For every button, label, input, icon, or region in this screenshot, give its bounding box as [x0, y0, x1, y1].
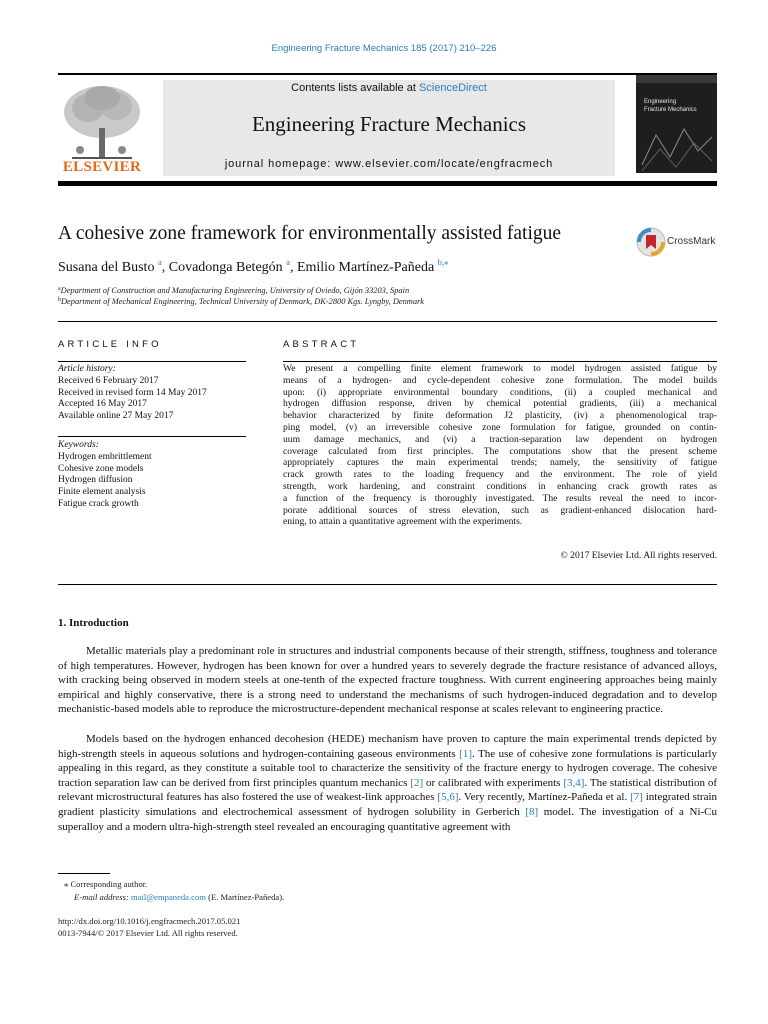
- abstract-divider: [58, 584, 717, 585]
- history-item: Available online 27 May 2017: [58, 411, 174, 422]
- doi-link[interactable]: http://dx.doi.org/10.1016/j.engfracmech.2017.05.021: [58, 916, 241, 926]
- affiliation-text: Department of Construction and Manufacturing Engineering, University of Oviedo, Gijón 33203, Spain: [60, 286, 410, 295]
- abstract-line: We present a compelling finite element framework to model hydrogen assisted fatigue by: [283, 363, 717, 374]
- email-note: [74, 892, 284, 902]
- article-history: [58, 364, 258, 423]
- paragraph-text: . Very recently, Martínez-Pañeda et al.: [458, 791, 631, 804]
- abstract-text: [283, 363, 717, 528]
- history-label: Article history:: [58, 364, 116, 374]
- paragraph-text: . The statistical distribution of relevant microstructural features has also fostered the use of weakest-link approaches: [58, 776, 717, 804]
- keywords-label: Keywords:: [58, 440, 99, 450]
- abstract-heading: ABSTRACT: [283, 339, 360, 350]
- abstract-line: coverage calculated from first principles. The computations show that the present scheme: [283, 445, 717, 457]
- keyword-item: Fatigue crack growth: [58, 498, 139, 509]
- tree-logo-icon: [58, 80, 146, 160]
- affiliation-a: [58, 286, 718, 295]
- author-email-link[interactable]: mail@empaneda.com: [130, 892, 206, 902]
- affiliation-mark[interactable]: a: [157, 257, 162, 267]
- intro-paragraph-2: [58, 732, 717, 834]
- article-info-rule: [58, 361, 246, 362]
- journal-cover-thumbnail[interactable]: [636, 75, 717, 173]
- citation-link[interactable]: [1]: [459, 747, 472, 760]
- masthead-thick-rule: [58, 181, 717, 186]
- affiliation-text: Department of Mechanical Engineering, Technical University of Denmark, DK-2800 Kgs. Lyngby, Denmark: [61, 297, 424, 306]
- sciencedirect-link[interactable]: ScienceDirect: [418, 82, 487, 94]
- affiliation-mark[interactable]: b,⁎: [437, 257, 449, 267]
- affiliation-letter: b: [58, 297, 61, 303]
- contents-line: [163, 82, 615, 94]
- masthead-rule: [58, 73, 717, 75]
- citation-link[interactable]: [8]: [525, 805, 539, 818]
- abstract-line: hydrogen diffusion response, driven by chemical potential gradients, (iii) a mechanical: [283, 398, 717, 410]
- abstract-line: ening, to attain a quantitative agreement with the experiments.: [283, 516, 523, 528]
- paragraph-text: integrated strain gradient plasticity simulations and electrochemical assessment of hydrogen solubility in Gerberich: [58, 791, 718, 818]
- cover-title-line-1: Engineering: [644, 99, 677, 105]
- citation-link[interactable]: [7]: [630, 791, 643, 804]
- keyword-item: Finite element analysis: [58, 487, 146, 498]
- abstract-line: a function of the frequency is thoroughly investigated. The results reveal the need to incor-: [283, 492, 717, 504]
- citation-link[interactable]: [2]: [410, 776, 424, 789]
- keywords-block: [58, 440, 258, 511]
- affiliation-letter: a: [58, 286, 61, 292]
- abstract-line: appropriately captures the main experimental trends; namely, the sensitivity of fatigue: [283, 457, 717, 469]
- cover-title-line-2: Fracture Mechanics: [644, 107, 697, 113]
- abstract-line: uum damage mechanics, and (vi) a traction-separation law dependent on hydrogen: [283, 433, 717, 445]
- author-list: Susana del Busto $^a$, Covadonga Betegón $^a$, Emilio Martínez-Pañeda $^{b,⁎}$: [58, 257, 449, 275]
- keyword-item: Hydrogen diffusion: [58, 475, 133, 486]
- affiliation-b: [58, 297, 718, 306]
- footnote-rule: [58, 873, 110, 874]
- history-item: Accepted 16 May 2017: [58, 399, 147, 410]
- abstract-rule: [283, 361, 717, 362]
- abstract-line: crack growth rates to the loading frequency and the environment. The role of yield: [283, 469, 717, 481]
- abstract-line: porate additional sources of stress elevation, such as gradient-enhanced dislocation hard-: [283, 504, 717, 516]
- paragraph-text: Models based on the hydrogen enhanced decohesion (HEDE) mechanism have proven to capture the main experimental trends depicted by high-strength steels in aqueous solutions and hydrogen-containing gaseous environments: [58, 733, 717, 760]
- paragraph-text: . The use of cohesive zone formulations is particularly appealing in this regard, as they constitute a suitable tool to characterize the sensitivity of the fracture energy to hydrogen coverage. The cohesive traction separation law can be derived from first principles quantum mechanics: [58, 747, 717, 789]
- article-info-heading: ARTICLE INFO: [58, 339, 162, 350]
- crossmark-badge[interactable]: [636, 227, 718, 257]
- author-name[interactable]: Susana del Busto: [58, 260, 155, 275]
- elsevier-logo[interactable]: [58, 80, 146, 176]
- abstract-line: means of a hydrogen- and cycle-dependent cohesive zone formulation. The model builds: [283, 374, 717, 386]
- crossmark-label: CrossMark: [667, 236, 716, 247]
- paragraph-text: or calibrated with experiments: [423, 776, 564, 789]
- publisher-wordmark: ELSEVIER: [62, 159, 142, 175]
- history-item: Received in revised form 14 May 2017: [58, 387, 207, 398]
- abstract-line: behavior characterized by finite deformation J2 plasticity, (iv) a phenomenological trap-: [283, 410, 717, 422]
- keyword-item: Hydrogen embrittlement: [58, 451, 152, 462]
- history-item: Received 6 February 2017: [58, 375, 159, 386]
- running-head[interactable]: Engineering Fracture Mechanics 185 (2017) 210–226: [271, 43, 497, 54]
- section-heading-introduction: 1. Introduction: [58, 617, 129, 629]
- email-suffix: (E. Martínez-Pañeda).: [205, 892, 285, 902]
- issn-line: 0013-7944/© 2017 Elsevier Ltd. All rights reserved.: [58, 928, 238, 938]
- cover-artwork-icon: [636, 115, 717, 173]
- affiliation-mark[interactable]: a: [286, 257, 290, 267]
- journal-title: Engineering Fracture Mechanics: [251, 112, 527, 136]
- author-name[interactable]: Emilio Martínez-Pañeda: [296, 260, 435, 275]
- paragraph-text: model. The investigation of a Ni-Cu superalloy and a modern ultra-high-strength steel revealed an encouraging quantitative agreement with: [58, 805, 717, 833]
- citation-link[interactable]: [3,4]: [563, 776, 585, 789]
- abstract-line: ping model, (v) an irreversible cohesive zone formulation for fatigue, grounded on contin-: [283, 421, 717, 433]
- journal-homepage[interactable]: journal homepage: www.elsevier.com/locate/engfracmech: [224, 158, 554, 170]
- citation-link[interactable]: [5,6]: [437, 791, 459, 804]
- article-title: A cohesive zone framework for environmentally assisted fatigue: [58, 223, 562, 244]
- abstract-line: upon: (i) appropriate environmental boundary conditions, (ii) a coupled mechanical and: [283, 386, 717, 398]
- abstract-copyright: © 2017 Elsevier Ltd. All rights reserved.: [560, 550, 717, 561]
- corresponding-author-note: ⁎ Corresponding author.: [64, 879, 148, 889]
- email-label: E-mail address:: [74, 892, 131, 902]
- keyword-item: Cohesive zone models: [58, 463, 144, 474]
- abstract-line: strength, work hardening, and constraint conditions in enhancing crack growth rates as: [283, 480, 717, 492]
- keywords-rule: [58, 436, 246, 437]
- intro-paragraph-1: Metallic materials play a predominant role in structures and industrial components because of their strength, stiffness, toughness and tolerance of high temperatures. However, hydrogen has been known for over a hundred years to severely degrade the fracture resistance of advanced alloys, with cracking being observed in modern steels at one-tenth of the expected fracture toughness. With current engineering approaches being mainly empirical and highly conservative, there is a strong need to understand the mechanisms of such hydrogen-induced degradation and to develop mechanistic-based models able to reproduce the microstructure-dependent mechanical response at scales relevant to engineering practice.: [58, 645, 717, 716]
- author-name[interactable]: Covadonga Betegón: [168, 260, 283, 275]
- crossmark-icon: [636, 227, 666, 257]
- header-divider: [58, 321, 717, 322]
- contents-prefix: Contents lists available at: [291, 82, 419, 94]
